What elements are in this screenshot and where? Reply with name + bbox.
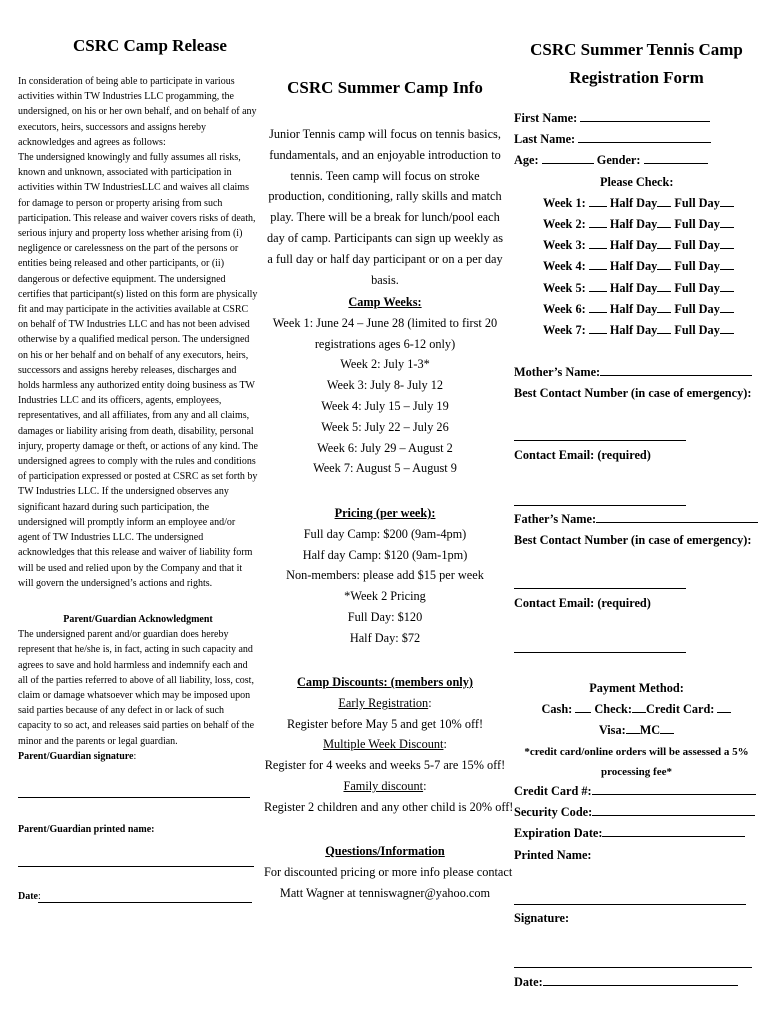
- mc-check[interactable]: [660, 721, 674, 734]
- guardian-signature-line[interactable]: [18, 797, 250, 798]
- week-row: [514, 235, 759, 256]
- early-registration-colon: :: [428, 695, 432, 710]
- pricing-line: Half day Camp: $120 (9am-1pm): [302, 547, 468, 562]
- week-row: [514, 278, 759, 299]
- age-label: Age:: [514, 153, 539, 168]
- half-day-blank[interactable]: [657, 321, 671, 334]
- half-day-check[interactable]: [589, 321, 607, 334]
- card-details-section: [514, 781, 759, 866]
- payment-section: [514, 678, 759, 742]
- father-section: [514, 509, 759, 551]
- date-label: Date:: [514, 975, 543, 989]
- half-day-label: Half Day: [609, 301, 658, 316]
- half-day-check[interactable]: [589, 257, 607, 270]
- family-discount-colon: :: [423, 778, 427, 793]
- guardian-printed-name-line[interactable]: [18, 866, 254, 867]
- camp-info-title: CSRC Summer Camp Info: [287, 78, 483, 97]
- week-row: [514, 214, 759, 235]
- check-check[interactable]: [632, 700, 646, 713]
- half-day-blank[interactable]: [657, 279, 671, 292]
- early-registration-title: Early Registration: [338, 695, 429, 710]
- week-label: Week 6:: [543, 301, 586, 316]
- signature-field[interactable]: [514, 967, 752, 968]
- pricing-line: *Week 2 Pricing: [344, 589, 426, 604]
- guardian-signature-colon: :: [133, 750, 137, 762]
- multi-week-colon: :: [443, 737, 447, 752]
- credit-card-check[interactable]: [717, 700, 731, 713]
- half-day-check[interactable]: [589, 300, 607, 313]
- release-body: The undersigned knowingly and fully assumes all risks, known and unknown, associated with participation in activities within TW IndustriesLLC and waives all claims for damage to person or property arising from such participation. This release and waiver covers risks of death, serious injury and property loss whether arising from (i) negligence or carelessness on the part of the persons or entities being released and other participants, or (ii) dangerous or defective equipment. The undersigned certifies that participant(s) listed on this form are physically fit and may participate in the activities available at CSRC on behalf of TW Industries LLC and has not been advised otherwise by a qualified medical person. The undersigned on his or her behalf and on behalf of any executors, heirs, successors and assigns hereby releases, discharges and holds harmless any authorized entity doing business as TW Industries LLC and its officers, agents, employees, representatives, and all affiliates, from any and all claims, damages or liability arising from death, disability, personal injury, property damage or theft, or actions of any kind. The undersigned agrees to comply with the rules and conditions of participation expressed or posted at CSRC as set forth by TW Industries LLC. If the undersigned observes any significant hazard during such participation, the undersigned will promptly inform an employee and/or agent of TW Industries LLC. The undersigned acknowledges that this release and waiver of liability form will be used and relied upon by the Company and that it will govern the undersigned’s actions and rights.: [18, 152, 258, 589]
- mothers-name-label: Mother’s Name:: [514, 365, 601, 379]
- half-day-label: Half Day: [609, 280, 658, 295]
- security-code-field[interactable]: [592, 803, 755, 816]
- full-day-label: Full Day: [674, 323, 720, 338]
- week-label: Week 1:: [543, 195, 586, 210]
- pricing-line: Full Day: $120: [347, 609, 423, 624]
- full-day-check[interactable]: [720, 300, 734, 313]
- credit-card-number-label: Credit Card #:: [514, 784, 592, 798]
- full-day-label: Full Day: [674, 280, 720, 295]
- fee-note-line: processing fee*: [601, 765, 672, 778]
- camp-week-line: Week 2: July 1-3*: [340, 357, 430, 372]
- mothers-name-field[interactable]: [600, 363, 752, 376]
- full-day-label: Full Day: [674, 301, 720, 316]
- camp-week-line: Week 1: June 24 – June 28 (limited to first 20: [272, 315, 498, 330]
- full-day-check[interactable]: [720, 236, 734, 249]
- guardian-printed-name-label: Parent/Guardian printed name:: [18, 824, 155, 835]
- expiration-date-label: Expiration Date:: [514, 826, 603, 841]
- first-name-label: First Name:: [514, 111, 578, 125]
- camp-week-line: Week 3: July 8- July 12: [326, 378, 444, 393]
- date-field[interactable]: [543, 973, 738, 986]
- full-day-check[interactable]: [720, 215, 734, 228]
- father-email-field[interactable]: [514, 652, 686, 653]
- release-date-line[interactable]: [38, 902, 252, 903]
- full-day-check[interactable]: [720, 257, 734, 270]
- date-section: [514, 972, 759, 993]
- registration-title-line-2: Registration Form: [569, 68, 704, 87]
- guardian-ack: [18, 612, 258, 764]
- full-day-label: Full Day: [674, 259, 720, 274]
- credit-card-number-field[interactable]: [592, 782, 756, 795]
- camp-week-line: Week 6: July 29 – August 2: [317, 440, 453, 455]
- camp-week-line: registrations ages 6-12 only): [314, 336, 456, 351]
- half-day-label: Half Day: [609, 238, 658, 253]
- camp-weeks-section: [264, 292, 506, 479]
- please-check-label: Please Check:: [600, 174, 674, 189]
- half-day-check[interactable]: [589, 279, 607, 292]
- printed-name-label: Printed Name:: [514, 847, 592, 862]
- participant-section: [514, 108, 759, 341]
- release-title: CSRC Camp Release: [73, 36, 227, 55]
- mother-email-field[interactable]: [514, 505, 686, 506]
- half-day-label: Half Day: [609, 259, 658, 274]
- release-date-label: Date: [18, 891, 38, 902]
- questions-contact[interactable]: Matt Wagner at tenniswagner@yahoo.com: [279, 885, 491, 900]
- family-discount-text: Register 2 children and any other child is 20% off!: [264, 799, 514, 814]
- camp-info-description: Junior Tennis camp will focus on tennis basics, fundamentals, and an enjoyable introduction to tennis. Teen camp will focus on stroke production, conditioning, rally skills and match play. There will be a break for lunch/pool each day of camp. Participants can sign up weekly as a full day or half day participant or on a per day basis.: [267, 127, 503, 287]
- full-day-check[interactable]: [720, 321, 734, 334]
- fathers-name-label: Father’s Name:: [514, 512, 597, 526]
- half-day-blank[interactable]: [657, 236, 671, 249]
- questions-line: For discounted pricing or more info please contact: [264, 864, 513, 879]
- expiration-date-field[interactable]: [602, 824, 745, 837]
- full-day-label: Full Day: [674, 238, 720, 253]
- week-row: [514, 320, 759, 341]
- week-label: Week 5:: [543, 280, 586, 295]
- week-row: [514, 193, 759, 214]
- half-day-check[interactable]: [589, 215, 607, 228]
- half-day-label: Half Day: [609, 195, 658, 210]
- fee-note: [514, 743, 759, 782]
- half-day-blank[interactable]: [657, 194, 671, 207]
- half-day-blank[interactable]: [657, 257, 671, 270]
- cash-label: Cash:: [541, 702, 573, 717]
- early-registration-text: Register before May 5 and get 10% off!: [286, 716, 484, 731]
- last-name-label: Last Name:: [514, 132, 576, 147]
- first-name-field[interactable]: [580, 109, 710, 122]
- half-day-blank[interactable]: [657, 215, 671, 228]
- camp-week-line: Week 5: July 22 – July 26: [321, 419, 449, 434]
- last-name-field[interactable]: [578, 130, 711, 143]
- week-label: Week 3:: [543, 238, 586, 253]
- mother-section: [514, 362, 759, 404]
- guardian-ack-body: The undersigned parent and/or guardian does hereby represent that he/she is, in fact, acting in such capacity and agrees to save and hold harmless and indemnify each and all of the parties referred to above of all liability, loss, cost, claim or damage whatsoever which may be imposed upon said parties because of any defect in or lack of such capacity to so act, and releases said parties on behalf of the minor and the parents or legal guardian.: [18, 629, 255, 747]
- signature-label: Signature:: [514, 911, 570, 925]
- questions-title: Questions/Information: [325, 844, 445, 858]
- full-day-check[interactable]: [720, 279, 734, 292]
- half-day-check[interactable]: [589, 236, 607, 249]
- half-day-check[interactable]: [589, 194, 607, 207]
- discounts-title: Camp Discounts: (members only): [297, 675, 473, 689]
- check-label: Check:: [594, 702, 632, 717]
- week-row: [514, 256, 759, 277]
- fathers-name-field[interactable]: [596, 510, 758, 523]
- full-day-label: Full Day: [674, 217, 720, 232]
- discounts-section: [264, 672, 514, 818]
- pricing-line: Full day Camp: $200 (9am-4pm): [303, 526, 467, 541]
- multi-week-title: Multiple Week Discount: [323, 737, 444, 752]
- camp-info-text: [264, 124, 506, 290]
- pricing-title: Pricing (per week):: [334, 506, 436, 520]
- mother-contact-label: Best Contact Number (in case of emergency):: [514, 386, 752, 401]
- registration-title-line-1: CSRC Summer Tennis Camp: [530, 40, 743, 59]
- release-text: [18, 74, 258, 591]
- week-row: [514, 299, 759, 320]
- payment-method-title: Payment Method:: [589, 681, 684, 695]
- gender-label: Gender:: [596, 153, 641, 168]
- mother-contact-field[interactable]: [514, 440, 686, 441]
- mc-label: MC: [639, 723, 661, 738]
- father-contact-label: Best Contact Number (in case of emergency):: [514, 533, 752, 548]
- pricing-section: [264, 503, 506, 649]
- registration-title: [514, 36, 759, 92]
- release-intro: In consideration of being able to participate in various activities within TW Industries LLC progamming, the undersigned, on his or her own behalf, and on behalf of any executors, heirs, successors and assigns hereby acknowledges and agrees as follows:: [18, 76, 257, 148]
- father-contact-field[interactable]: [514, 588, 686, 589]
- questions-section: [264, 841, 513, 903]
- visa-label: Visa:: [598, 723, 626, 738]
- fee-note-line: *credit card/online orders will be assessed a 5%: [524, 746, 749, 758]
- multi-week-text: Register for 4 weeks and weeks 5-7 are 15% off!: [264, 758, 506, 773]
- week-label: Week 7:: [543, 323, 586, 338]
- full-day-label: Full Day: [674, 195, 720, 210]
- gender-field[interactable]: [644, 151, 708, 164]
- cash-check[interactable]: [575, 700, 591, 713]
- release-date-colon: :: [38, 891, 41, 902]
- week-label: Week 4:: [543, 259, 586, 274]
- security-code-label: Security Code:: [514, 805, 593, 820]
- pricing-line: Half Day: $72: [349, 630, 421, 645]
- half-day-blank[interactable]: [657, 300, 671, 313]
- age-field[interactable]: [542, 151, 594, 164]
- week-label: Week 2:: [543, 217, 586, 232]
- mother-email-label: Contact Email: (required): [514, 448, 651, 462]
- credit-card-label: Credit Card:: [645, 702, 715, 717]
- camp-week-line: Week 4: July 15 – July 19: [321, 398, 449, 413]
- guardian-ack-title: Parent/Guardian Acknowledgment: [63, 614, 213, 625]
- printed-name-field[interactable]: [514, 904, 746, 905]
- guardian-signature-label: Parent/Guardian signature: [18, 750, 134, 762]
- pricing-line: Non-members: please add $15 per week: [286, 568, 484, 583]
- full-day-check[interactable]: [720, 194, 734, 207]
- camp-weeks-title: Camp Weeks:: [348, 295, 422, 309]
- visa-check[interactable]: [626, 721, 640, 734]
- half-day-label: Half Day: [609, 217, 658, 232]
- camp-week-line: Week 7: August 5 – August 9: [313, 461, 457, 476]
- father-email-label: Contact Email: (required): [514, 596, 651, 610]
- half-day-label: Half Day: [609, 323, 658, 338]
- family-discount-title: Family discount: [343, 778, 424, 793]
